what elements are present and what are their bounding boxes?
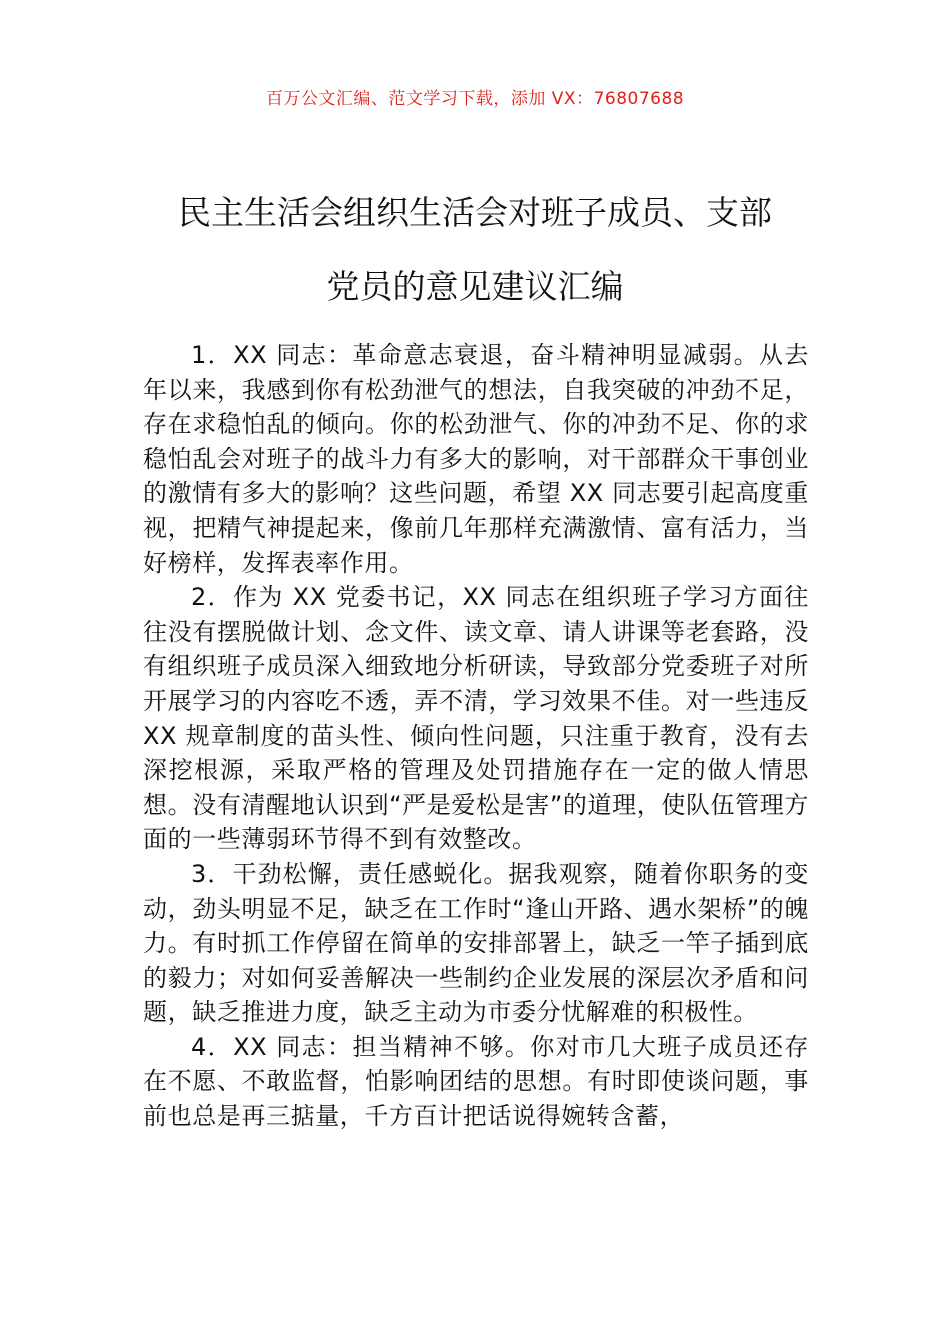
document-title [140, 176, 810, 324]
paragraph-2: 2．作为 XX 党委书记，XX 同志在组织班子学习方面往往没有摆脱做计划、念文件、读文章、请人讲课等老套路，没有组织班子成员深入细致地分析研读，导致部分党委班子对所开展学习的内容吃不透，弄不清，学习效果不佳。对一些违反 XX 规章制度的苗头性、倾向性问题，只注重于教育，没有去深挖根源，采取严格的管理及处罚措施存在一定的做人情思想。没有清醒地认识到“严是爱松是害”的道理，使队伍管理方面的一些薄弱环节得不到有效整改。 [143, 583, 809, 854]
document-body [143, 338, 809, 1134]
paragraph-4: 4．XX 同志：担当精神不够。你对市几大班子成员还存在不愿、不敢监督，怕影响团结的思想。有时即使谈问题，事前也总是再三掂量，千方百计把话说得婉转含蓄， [143, 1032, 809, 1131]
paragraph-3: 3．干劲松懈，责任感蜕化。据我观察，随着你职务的变动，劲头明显不足，缺乏在工作时“逢山开路、遇水架桥”的魄力。有时抓工作停留在简单的安排部署上，缺乏一竿子插到底的毅力；对如何妥善解决一些制约企业发展的深层次矛盾和问题，缺乏推进力度，缺乏主动为市委分忧解难的积极性。 [143, 859, 809, 1027]
title-line-1: 民主生活会组织生活会对班子成员、支部 [178, 193, 772, 232]
paragraph-1: 1．XX 同志：革命意志衰退，奋斗精神明显减弱。从去年以来，我感到你有松劲泄气的想法，自我突破的冲劲不足，存在求稳怕乱的倾向。你的松劲泄气、你的冲劲不足、你的求稳怕乱会对班子的战斗力有多大的影响，对干部群众干事创业的激情有多大的影响？这些问题，希望 XX 同志要引起高度重视，把精气神提起来，像前几年那样充满激情、富有活力，当好榜样，发挥表率作用。 [143, 341, 809, 577]
title-line-2: 党员的意见建议汇编 [326, 267, 624, 306]
header-watermark-note: 百万公文汇编、范文学习下载，添加 VX：76807688 [265, 89, 685, 109]
